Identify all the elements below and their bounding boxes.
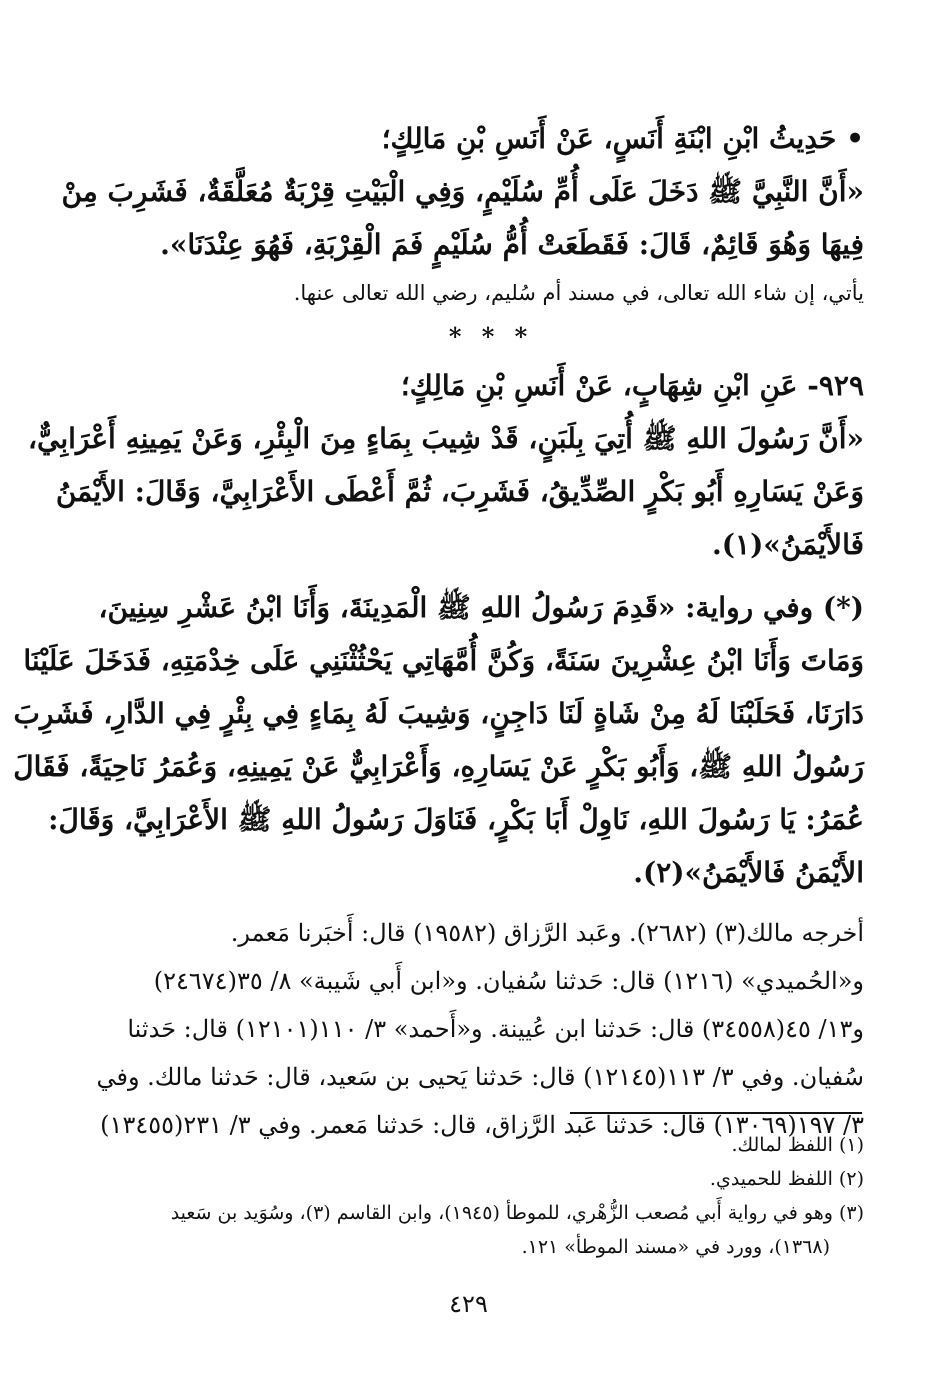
hadith-text-line: فَالأَيْمَنُ»(١).: [712, 528, 864, 561]
hadith-text-line: فِيهَا وَهُوَ قَائِمٌ، قَالَ: فَقَطَعَتْ أُمُّ سُلَيْمٍ فَمَ الْقِرْبَةِ، فَهُوَ عِنْدَنَا».: [160, 228, 864, 261]
hadith-text-line: «أَنَّ النَّبِيَّ ﷺ دَخَلَ عَلَى أُمِّ سُلَيْمٍ، وَفِي الْبَيْتِ قِرْبَةٌ مُعَلَّقَةٌ، فَشَرِبَ مِنْ: [61, 175, 864, 208]
takhrij-line: و١٣/ ٤٥(٣٤٥٥٨) قال: حَدثنا ابن عُيينة. و«أَحمد» ٣/ ١١٠(١٢١٠١) قال: حَدثنا: [127, 1015, 864, 1043]
riwaya-line: دَارَنَا، فَحَلَبْنَا لَهُ مِنْ شَاةٍ لَنَا دَاجِنٍ، وَشِيبَ لَهُ بِمَاءٍ فِي بِئْرٍ فِي الدَّارِ، فَشَرِبَ: [13, 697, 864, 730]
footnote-separator: [570, 1112, 862, 1114]
section-divider: * * *: [448, 322, 534, 351]
footnote-3-continued: (١٣٦٨)، وورد في «مسند الموطأ» ١٢١.: [521, 1236, 830, 1258]
hadith-text-line: «أَنَّ رَسُولَ اللهِ ﷺ أُتِيَ بِلَبَنٍ، قَدْ شِيبَ بِمَاءٍ مِنَ الْبِئْرِ، وَعَنْ يَمِينِهِ أَعْرَابِيٌّ،: [27, 422, 864, 455]
page-body: [13, 112, 864, 1149]
hadith-heading: ٩٢٩- عَنِ ابْنِ شِهَابٍ، عَنْ أَنَسِ بْنِ مَالِكٍ؛: [400, 369, 864, 402]
riwaya-line: عُمَرُ: يَا رَسُولَ اللهِ، نَاوِلْ أَبَا بَكْرٍ، فَنَاوَلَ رَسُولُ اللهِ ﷺ الأَعْرَابِيَّ، وَقَالَ:: [48, 803, 864, 836]
takhrij-line: أخرجه مالك(٣) (٢٦٨٢). وعَبد الرَّزاق (١٩٥٨٢) قال: أَخبَرنا مَعمر.: [230, 919, 864, 947]
takhrij-line: سُفيان. وفي ٣/ ١١٣(١٢١٤٥) قال: حَدثنا يَحيى بن سَعيد، قال: حَدثنا مالك. وفي: [96, 1063, 864, 1091]
section-heading: • حَدِيثُ ابْنِ ابْنَةِ أَنَسٍ، عَنْ أَنَسِ بْنِ مَالِكٍ؛: [381, 122, 864, 155]
riwaya-line: وَمَاتَ وَأَنَا ابْنُ عِشْرِينَ سَنَةً، وَكُنَّ أُمَّهَاتِي يَحْثُثْنَنِي عَلَى خِدْمَتِهِ، فَدَخَلَ عَلَيْنَا: [23, 644, 864, 677]
footnote-1: (١) اللفظ لمالك.: [731, 1134, 864, 1156]
riwaya-line: رَسُولُ اللهِ ﷺ، وَأَبُو بَكْرٍ عَنْ يَسَارِهِ، وَأَعْرَابِيٌّ عَنْ يَمِينِهِ، وَعُمَرُ نَاحِيَةً، فَقَالَ: [13, 750, 864, 783]
footnote-3: (٣) وهو في رواية أَبي مُصعب الزُّهْري، للموطأ (١٩٤٥)، وابن القاسم (٣)، وسُوَيد بن سَعيد: [170, 1202, 864, 1224]
riwaya-line: (*) وفي رواية: «قَدِمَ رَسُولُ اللهِ ﷺ الْمَدِينَةَ، وَأَنَا ابْنُ عَشْرِ سِنِينَ،: [98, 591, 864, 624]
footnote-2: (٢) اللفظ للحميدي.: [709, 1168, 864, 1190]
footnotes: [118, 1128, 864, 1264]
takhrij-line: ٣/ ١٩٧(١٣٠٦٩) قال: حَدثنا عَبد الرَّزاق، قال: حَدثنا مَعمر. وفي ٣/ ٢٣١(١٣٤٥٥): [100, 1111, 864, 1139]
riwaya-line: الأَيْمَنُ فَالأَيْمَنُ»(٢).: [633, 856, 864, 889]
takhrij-line: و«الحُميدي» (١٢١٦) قال: حَدثنا سُفيان. و«ابن أَبي شَيبة» ٨/ ٣٥(٢٤٦٧٤): [153, 967, 864, 995]
hadith-text-line: وَعَنْ يَسَارِهِ أَبُو بَكْرٍ الصِّدِّيقُ، فَشَرِبَ، ثُمَّ أَعْطَى الأَعْرَابِيَّ، وَقَالَ: الأَيْمَنُ: [55, 475, 864, 508]
cross-reference-note: يأتي، إن شاء الله تعالى، في مسند أم سُليم، رضي الله تعالى عنها.: [293, 281, 864, 305]
page-number: ٤٢٩: [449, 1290, 488, 1318]
